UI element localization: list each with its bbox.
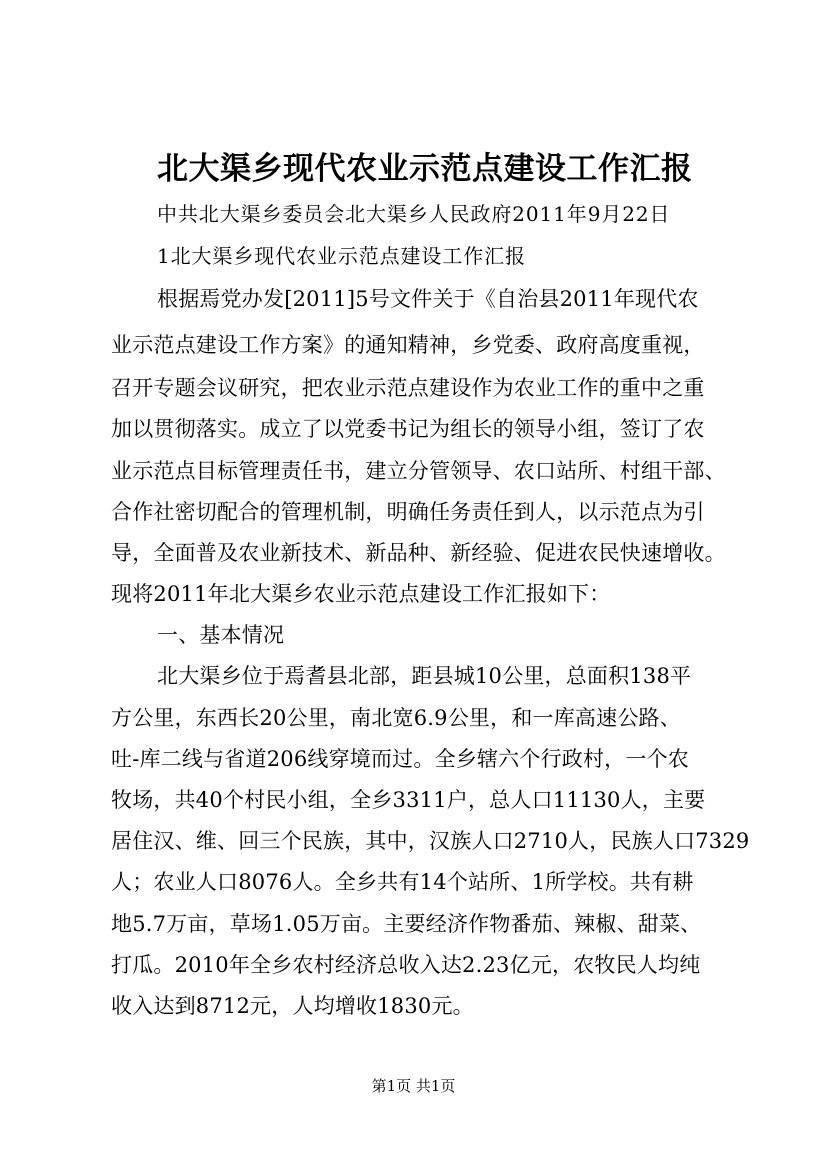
paragraph-line: 居住汉、维、回三个民族，其中，汉族人口2710人，民族人口7329 <box>111 829 750 853</box>
paragraph-line: 牧场，共40个村民小组，全乡3311户，总人口11130人，主要 <box>111 788 706 812</box>
paragraph-line: 加以贯彻落实。成立了以党委书记为组长的领导小组，签订了农 <box>111 417 705 441</box>
paragraph-line: 现将2011年北大渠乡农业示范点建设工作汇报如下： <box>111 582 611 606</box>
page-number-footer: 第1页 共1页 <box>371 1077 456 1095</box>
paragraph-line: 导，全面普及农业新技术、新品种、新经验、促进农民快速增收。 <box>111 541 726 565</box>
paragraph-line: 打瓜。2010年全乡农村经济总收入达2.23亿元，农牧民人均纯 <box>111 953 701 977</box>
paragraph-line: 人；农业人口8076人。全乡共有14个站所、1所学校。共有耕 <box>111 870 694 894</box>
section-heading: 一、基本情况 <box>157 623 285 647</box>
paragraph-line: 收入达到8712元，人均增收1830元。 <box>111 994 474 1018</box>
document-meta: 中共北大渠乡委员会北大渠乡人民政府2011年9月22日 <box>157 202 671 226</box>
paragraph-line: 业示范点建设工作方案》的通知精神，乡党委、政府高度重视， <box>111 333 705 357</box>
document-subtitle: 1北大渠乡现代农业示范点建设工作汇报 <box>157 244 526 268</box>
paragraph-line: 合作社密切配合的管理机制，明确任务责任到人，以示范点为引 <box>111 500 705 524</box>
paragraph-line: 业示范点目标管理责任书，建立分管领导、农口站所、村组干部、 <box>111 459 726 483</box>
paragraph-line: 地5.7万亩，草场1.05万亩。主要经济作物番茄、辣椒、甜菜、 <box>111 912 702 936</box>
paragraph-line: 方公里，东西长20公里，南北宽6.9公里，和一库高速公路、 <box>111 706 681 730</box>
document-title: 北大渠乡现代农业示范点建设工作汇报 <box>157 151 693 187</box>
paragraph-line: 根据焉党办发[2011]5号文件关于《自治县2011年现代农 <box>157 287 699 311</box>
paragraph-line: 北大渠乡位于焉耆县北部，距县城10公里，总面积138平 <box>157 664 692 688</box>
paragraph-line: 召开专题会议研究，把农业示范点建设作为农业工作的重中之重 <box>111 376 705 400</box>
paragraph-line: 吐-库二线与省道206线穿境而过。全乡辖六个行政村，一个农 <box>111 747 689 771</box>
